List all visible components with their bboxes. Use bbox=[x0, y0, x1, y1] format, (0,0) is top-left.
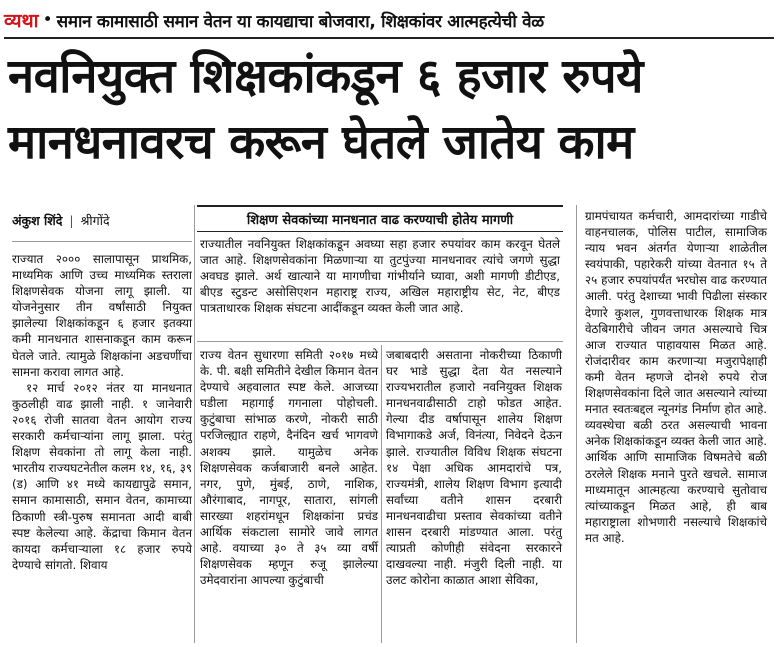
paragraph: १२ मार्च २०१२ नंतर या मानधनात कुठलीही वाढ झाली नाही. १ जानेवारी २०१६ रोजी सातवा वेतन आयोग राज्य सरकारी कर्मचाऱ्यांना लागू झाला. परंतु शिक्षण सेवकांना तो लागू केला नाही. भारतीय राज्यघटनेतील कलम १४, १६, ३९ (ड) आणि ४१ मध्ये कायद्यापुढे समान, समान कामासाठी, समान वेतन, कामाच्या ठिकाणी स्त्री-पुरुष समानता आदी बाबी स्पष्ट केलेल्या आहे. केंद्राचा किमान वेतन कायदा कर्मचाऱ्याला १८ हजार रुपये देण्याचे सांगतो. शिवाय bbox=[12, 380, 192, 572]
subhead: शिक्षण सेवकांच्या मानधनात वाढ करण्याची होतेय मागणी bbox=[246, 213, 514, 228]
column-divider bbox=[194, 205, 195, 643]
paragraph: राज्य वेतन सुधारणा समिती २०१७ मध्ये के. पी. बक्षी समितीने देखील किमान वेतन देण्याचे अहवालात स्पष्ट केले. आजच्या घडीला महागाई गगनाला पोहोचली. कुटुंबाचा सांभाळ करणे, नोकरी साठी परजिल्ह्यात राहणे, दैनंदिन खर्च भागवणे अशक्य झाले. यामुळेच अनेक शिक्षणसेवक कर्जबाजारी बनले आहेत. नगर, पुणे, मुंबई, ठाणे, नाशिक, औरंगाबाद, नागपूर, सातारा, सांगली सारख्या शहरांमधून शिक्षकांना प्रचंड आर्थिक संकटाला सामोरे जावे लागत आहे. वयाच्या ३० ते ३५ व्या वर्षी शिक्षणसेवक म्हणून रुजू झालेल्या उमेदवारांना आपल्या कुटुंबाची bbox=[200, 348, 378, 588]
byline-author: अंकुश शिंदे bbox=[12, 213, 63, 228]
headline-line-1: नवनियुक्त शिक्षकांकडून ६ हजार रुपये bbox=[8, 49, 643, 104]
strapline: समान कामासाठी समान वेतन या कायद्याचा बोजवारा, शिक्षकांवर आत्महत्येची वेळ bbox=[56, 11, 544, 32]
column-divider bbox=[576, 205, 577, 643]
article-column-2 bbox=[200, 347, 378, 588]
subhead-box bbox=[197, 205, 563, 232]
article-column-4 bbox=[585, 208, 767, 546]
article-lead bbox=[200, 236, 560, 316]
column-divider bbox=[381, 345, 382, 643]
paragraph: राज्यात २००० सालापासून प्राथमिक, माध्यमिक आणि उच्च माध्यमिक स्तराला शिक्षणसेवक योजना लागू झाली. या योजनेनुसार तीन वर्षांसाठी नियुक्त झालेल्या शिक्षकांकडून ६ हजार इतक्या कमी मानधनात शासनाकडून काम करून घेतले जाते. त्यामुळे शिक्षकांना अडचणींचा सामना करावा लागत आहे. bbox=[12, 252, 192, 379]
kicker-label: व्यथा bbox=[4, 10, 39, 32]
section-rule bbox=[197, 341, 563, 342]
byline bbox=[12, 212, 110, 229]
strap-rule bbox=[4, 37, 774, 39]
paragraph: जबाबदारी असताना नोकरीच्या ठिकाणी घर भाडे सुद्धा देता येत नसल्याने राज्यभरातील हजारो नवनियुक्त शिक्षक मानधनवाढीसाठी टाहो फोडत आहेत. गेल्या दीड वर्षापासून शालेय शिक्षण विभागाकडे अर्ज, विनंत्या, निवेदने देऊन झाले. राज्यातील विविध शिक्षक संघटना १४ पेक्षा अधिक आमदारांचे पत्र, राज्यमंत्री, शालेय शिक्षण विभाग इत्यादी सर्वांच्या वतीने शासन दरबारी मानधनवाढीचा प्रस्ताव सेवकांच्या वतीने शासन दरबारी मांडण्यात आला. परंतु त्याप्रती कोणीही संवेदना सरकारने दाखवल्या नाही. मंजुरी दिली नाही. या उलट कोरोना काळात आशा सेविका, bbox=[386, 348, 562, 588]
paragraph: राज्यातील नवनियुक्त शिक्षकांकडून अवघ्या सहा हजार रुपयांवर काम करवून घेतले जात आहे. शिक्षणसेवकांना मिळणाऱ्या या तुटपुंज्या मानधनावर त्यांचे जगणे सुद्धा अवघड झाले. अर्थ खात्याने या मागणीचा गांभीर्याने घ्यावा, अशी मागणी डीटीएड, बीएड स्टुडन्ट असोसिएशन महाराष्ट्र राज्य, अखिल महाराष्ट्रीय सेट, नेट, बीएड पात्रताधारक शिक्षक संघटना आदींकडून व्यक्त केली जात आहे. bbox=[200, 237, 560, 316]
article-column-1 bbox=[12, 251, 192, 573]
byline-place: श्रीगोंदे bbox=[80, 213, 110, 228]
headline bbox=[8, 44, 770, 176]
paragraph: ग्रामपंचायत कर्मचारी, आमदारांच्या गाडीचे वाहनचालक, पोलिस पाटील, सामाजिक न्याय भवन अंतर्गत येणाऱ्या शाळेतील स्वयंपाकी, पहारेकरी यांच्या वेतनात १५ ते २५ हजार रुपयांपर्यंत भरघोस वाढ करण्यात आली. परंतु देशाच्या भावी पिढीला संस्कार देणारे कुशल, गुणवत्ताधारक शिक्षक मात्र वेठबिगारीचे जीवन जगत असल्याचे चित्र आज राज्यात पाहावयास मिळत आहे. रोजंदारीवर काम करणाऱ्या मजुरापेक्षाही कमी वेतन म्हणजे दोनशे रुपये रोज शिक्षणसेवकांना दिले जात असल्याने त्यांच्या मनात स्वतःबद्दल न्यूनगंड निर्माण होत आहे. व्यवस्थेचा बळी ठरत असल्याची भावना अनेक शिक्षकांकडून व्यक्त केली जात आहे. आर्थिक आणि सामाजिक विषमतेचे बळी ठरलेले शिक्षक मनाने पुरते खचले. सामाज माध्यमातून आत्महत्या करण्याचे सुतोवाच त्यांच्याकडून मिळत आहे, ही बाब महाराष्ट्राला शोभणारी नसल्याचे शिक्षकांचे मत आहे. bbox=[585, 209, 767, 545]
story-strap bbox=[4, 4, 774, 36]
bullet-icon: • bbox=[42, 10, 53, 30]
byline-separator: | bbox=[69, 213, 74, 228]
byline-rule bbox=[12, 241, 192, 242]
headline-line-2: मानधनावरच करून घेतले जातेय काम bbox=[8, 115, 634, 170]
article-column-3 bbox=[386, 347, 562, 588]
